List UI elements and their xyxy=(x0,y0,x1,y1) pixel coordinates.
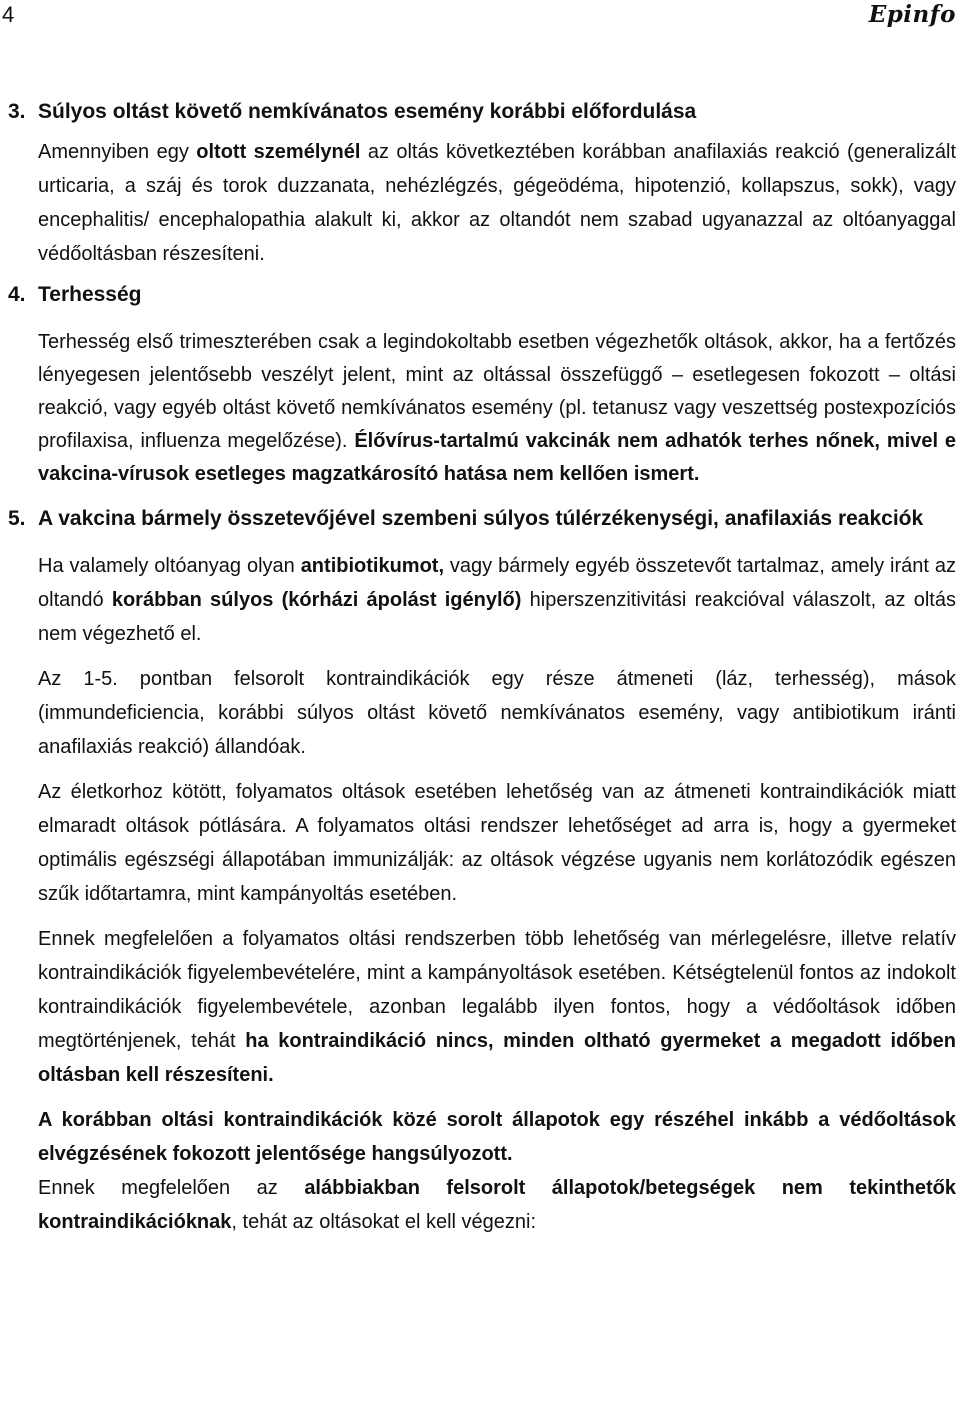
section-5-title: A vakcina bármely összetevőjével szembeni súlyos túlérzékenységi, anafilaxiás reakciók xyxy=(38,507,924,530)
page-number: 4 xyxy=(2,2,15,27)
section-5-paragraph-4: Ennek megfelelően a folyamatos oltási rendszerben több lehetőség van mérlegelésre, illetve relatív kontraindikációk figyelembevételére, mint a kampányoltások esetében. Kétségtelenül fontos az indokolt kontraindikációk figyelembevétele, azonban legalább ilyen fontos, hogy a védőoltások időben megtörténjenek, tehát ha kontraindikáció nincs, minden oltható gyermeket a megadott időben oltásban kell részesíteni. xyxy=(38,928,956,1086)
section-5-heading xyxy=(8,502,956,536)
antibiotikumot-emphasis: antibiotikumot, xyxy=(300,555,445,577)
not-contraindications-emphasis: alábbiakban felsorolt állapotok/betegségek nem tekinthetők kontraindikációknak xyxy=(38,1177,957,1233)
section-5-number: 5. xyxy=(8,507,26,530)
section-3-heading xyxy=(8,95,956,129)
document-body xyxy=(8,95,957,1239)
section-4-title: Terhesség xyxy=(38,283,142,306)
section-5-paragraph-3: Az életkorhoz kötött, folyamatos oltások esetében lehetőség van az átmeneti kontraindikációk miatt elmaradt oltások pótlására. A folyamatos oltási rendszer lehetőséget ad arra is, hogy a gyermeket optimális egészségi állapotában immunizálják: az oltások végzése ugyanis nem korlátozódik egészen szűk időtartamra, mint kampányoltás esetében. xyxy=(38,781,956,905)
section-4-number: 4. xyxy=(8,283,26,306)
section-5-paragraph-5: A korábban oltási kontraindikációk közé sorolt állapotok egy részéhel inkább a védőoltások elvégzésének fokozott jelentősége hangsúlyozott. xyxy=(38,1109,956,1165)
korabban-sulyos-emphasis: korábban súlyos (kórházi ápolást igénylő) xyxy=(111,589,522,611)
live-vaccine-warning: Élővírus-tartalmú vakcinák nem adhatók terhes nőnek, mivel e vakcina-vírusok esetleges magzatkárosító hatása nem kellően ismert. xyxy=(38,430,956,485)
section-3-number: 3. xyxy=(8,100,26,123)
section-4-paragraph: Terhesség első trimeszterében csak a legindokoltabb esetben végezhetők oltások, akkor, ha a fertőzés lényegesen jelentősebb veszélyt jelent, mint az oltással összefüggő – esetlegesen fokozott – oltási reakció, vagy egyéb oltást követő nemkívánatos esemény (pl. tetanusz vagy veszettség postexpozíciós profilaxisa, influenza megelőzése). Élővírus-tartalmú vakcinák nem adhatók terhes nőnek, mivel e vakcina-vírusok esetleges magzatkárosító hatása nem kellően ismert. xyxy=(38,331,956,485)
section-4-heading xyxy=(8,278,956,312)
no-contraindication-emphasis: ha kontraindikáció nincs, minden oltható gyermeket a megadott időben oltásban kell részesíteni. xyxy=(38,1030,956,1086)
section-3-title: Súlyos oltást követő nemkívánatos esemény korábbi előfordulása xyxy=(38,100,697,123)
section-3-paragraph: Amennyiben egy oltott személynél az oltás következtében korábban anafilaxiás reakció (generalizált urticaria, a száj és torok duzzanata, nehézlégzés, gégeödéma, hipotenzió, kollapszus, sokk), vagy encephalitis/ encephalopathia alakult ki, akkor az oltandót nem szabad ugyanazzal az oltóanyaggal védőoltásban részesíteni. xyxy=(38,141,957,265)
section-5-paragraph-2: Az 1-5. pontban felsorolt kontraindikációk egy része átmeneti (láz, terhesség), mások (immundeficiencia, korábbi súlyos oltást követő nemkívánatos esemény, vagy antibiotikum iránti anafilaxiás reakció) állandóak. xyxy=(38,668,956,758)
section-5-paragraph-1: Ha valamely oltóanyag olyan antibiotikumot, vagy bármely egyéb összetevőt tartalmaz, amely iránt az oltandó korábban súlyos (kórházi ápolást igénylő) hiperszenzitivitási reakcióval válaszolt, az oltás nem végezhető el. xyxy=(38,555,956,645)
oltott-szemelynel-emphasis: oltott személynél xyxy=(196,141,361,163)
epinfo-logo: Epinfo xyxy=(868,1,956,28)
section-5-paragraph-6: Ennek megfelelően az alábbiakban felsorolt állapotok/betegségek nem tekinthetők kontraindikációknak, tehát az oltásokat el kell végezni: xyxy=(38,1177,957,1233)
